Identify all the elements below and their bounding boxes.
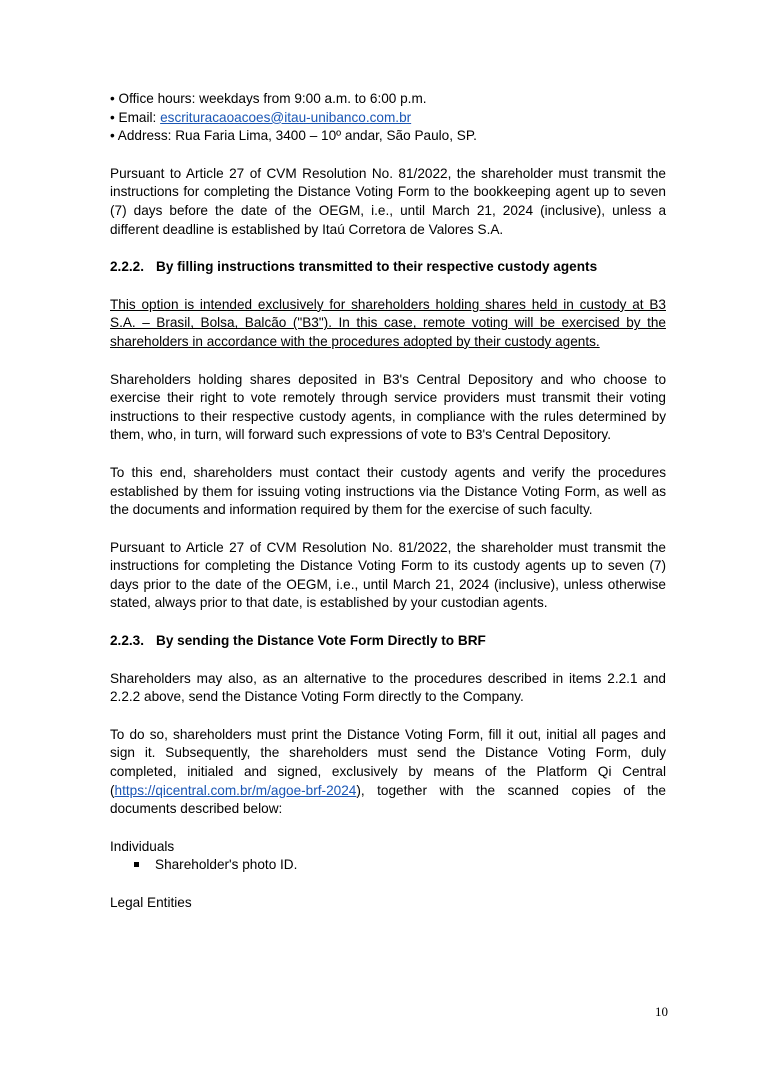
email-label: • Email: xyxy=(110,109,161,125)
legal-entities-label: Legal Entities xyxy=(110,895,192,910)
custody-notice-paragraph: This option is intended exclusively for shareholders holding shares held in custody at B3 S.A. – Brasil, Bolsa, Balcão ("B3"). In this case, remote voting will be exercised by the shareholders in accordance with the procedures adopted by their custody agents. xyxy=(110,296,666,349)
section-2-2-3-number: 2.2.3. xyxy=(110,633,145,649)
page-number: 10 xyxy=(655,1004,668,1019)
alternative-paragraph: Shareholders may also, as an alternative to the procedures described in items 2.2.1 and 2.2.2 above, send the Distance Voting Form directly to the Company. xyxy=(110,670,666,705)
page-content xyxy=(110,90,666,913)
section-2-2-2-number: 2.2.2. xyxy=(110,259,145,275)
section-2-2-3-heading xyxy=(110,632,666,651)
individuals-label: Individuals xyxy=(110,838,175,854)
section-2-2-2-heading xyxy=(110,258,666,277)
platform-text-after: ), together with the scanned copies of the documents described below: xyxy=(110,782,666,817)
custody-procedures-paragraph: To this end, shareholders must contact their custody agents and verify the procedures established by them for issuing voting instructions via the Distance Voting Form, as well as the documents and information required by them for the exercise of such faculty. xyxy=(110,464,666,518)
address-line: • Address: Rua Faria Lima, 3400 – 10º andar, São Paulo, SP. xyxy=(110,128,477,144)
central-depository-paragraph: Shareholders holding shares deposited in B3's Central Depository and who choose to exercise their right to vote remotely through service providers must transmit their voting instructions to their respective custody agents, in compliance with the rules determined by them, who, in turn, will forward such expressions of vote to B3's Central Depository. xyxy=(110,371,666,443)
custody-deadline-paragraph: Pursuant to Article 27 of CVM Resolution No. 81/2022, the shareholder must transmit the instructions for completing the Distance Voting Form to its custody agents up to seven (7) days prior to the date of the OEGM, i.e., until March 21, 2024 (inclusive), unless otherwise stated, always prior to that date, is established by your custodian agents. xyxy=(110,539,666,611)
email-line xyxy=(110,109,666,128)
individuals-list-item: Shareholder's photo ID. xyxy=(110,856,666,875)
office-hours-line: • Office hours: weekdays from 9:00 a.m. to 6:00 p.m. xyxy=(110,91,427,106)
email-link[interactable]: escrituracaoacoes@itau-unibanco.com.br xyxy=(160,109,412,125)
bookkeeping-paragraph: Pursuant to Article 27 of CVM Resolution No. 81/2022, the shareholder must transmit the instructions for completing the Distance Voting Form to the bookkeeping agent up to seven (7) days before the date of the OEGM, i.e., until March 21, 2024 (inclusive), unless a different deadline is established by Itaú Corretora de Valores S.A. xyxy=(110,165,666,237)
section-2-2-3-title: By sending the Distance Vote Form Directly to BRF xyxy=(156,633,486,649)
platform-paragraph xyxy=(110,726,666,819)
qicentral-link[interactable]: https://qicentral.com.br/m/agoe-brf-2024 xyxy=(114,782,357,798)
platform-text-before: To do so, shareholders must print the Distance Voting Form, fill it out, initial all pages and sign it. Subsequently, the shareholders must send the Distance Voting Form, duly completed, initialed and signed, exclusively by means of the Platform Qi Central ( xyxy=(110,726,666,798)
section-2-2-2-title: By filling instructions transmitted to their respective custody agents xyxy=(156,259,598,275)
